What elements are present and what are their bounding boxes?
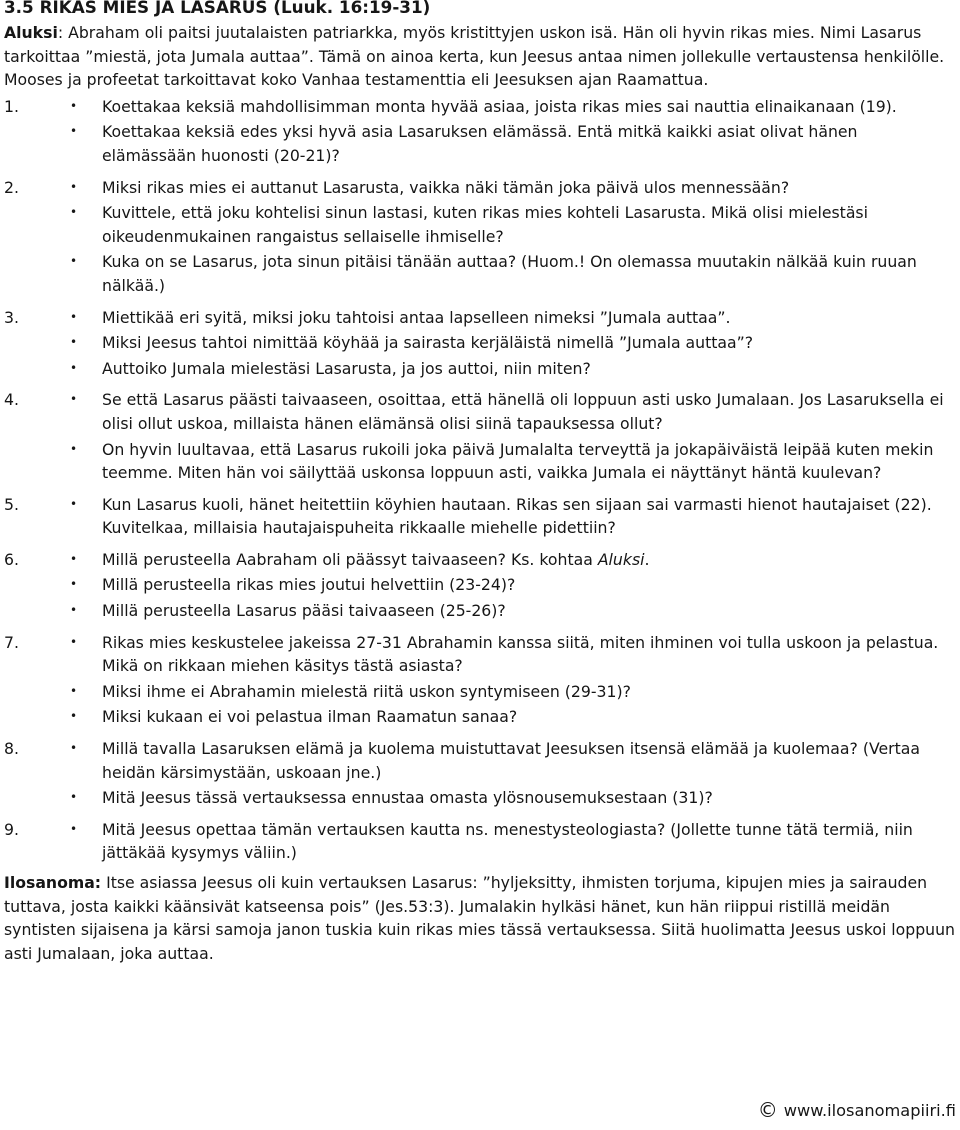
bullet-icon: • [70, 821, 78, 836]
bullet-icon: • [70, 205, 78, 220]
bullet-icon: • [70, 709, 78, 724]
question-text-span: Miksi ihme ei Abrahamin mielestä riitä uskon syntymiseen (29-31)? [102, 681, 631, 701]
question-text [102, 120, 956, 167]
question-item [4, 388, 956, 435]
question-text [102, 493, 956, 540]
question-text [102, 680, 956, 704]
question-text-span: Miettikää eri syitä, miksi joku tahtoisi antaa lapselleen nimeksi ”Jumala auttaa”. [102, 307, 731, 327]
question-text [102, 201, 956, 248]
question-item [4, 176, 956, 200]
question-text-span: Millä perusteella Aabraham oli päässyt taivaaseen? Ks. kohtaa [102, 549, 598, 569]
question-text-span: Kun Lasarus kuoli, hänet heitettiin köyhien hautaan. Rikas sen sijaan sai varmasti hienot hautajaiset (22). Kuvitelkaa, millaisia hautajaispuheita rikkaalle miehelle pidettiin? [102, 494, 932, 538]
bullet-icon: • [70, 124, 78, 139]
bullet-icon: • [70, 179, 78, 194]
question-text [102, 176, 956, 200]
question-item [4, 493, 956, 540]
question-text-span: Rikas mies keskustelee jakeissa 27-31 Abrahamin kanssa siitä, miten ihminen voi tulla uskoon ja pelastua. Mikä on rikkaan miehen käsitys tästä asiasta? [102, 632, 939, 676]
question-block [4, 631, 956, 729]
bullet-icon: • [70, 683, 78, 698]
question-block [4, 548, 956, 623]
bullet-icon: • [70, 551, 78, 566]
question-text-span: Millä tavalla Lasaruksen elämä ja kuolema muistuttavat Jeesuksen itsensä elämää ja kuolemaa? (Vertaa heidän kärsimystään, uskoaan jne.) [102, 739, 920, 782]
question-item [4, 548, 956, 572]
footer-site-link[interactable]: www.ilosanomapiiri.fi [783, 1101, 956, 1121]
question-number [4, 357, 56, 381]
question-number [4, 680, 56, 704]
bullet-icon: • [70, 254, 78, 269]
question-text-span: Koettakaa keksiä mahdollisimman monta hyvää asiaa, joista rikas mies sai nauttia elinaikanaan (19). [102, 96, 897, 116]
question-item [4, 573, 956, 597]
page-title: 3.5 RIKAS MIES JA LASARUS (Luuk. 16:19-31) [4, 0, 431, 17]
question-number [4, 705, 56, 729]
question-block [4, 176, 956, 298]
question-text-span: Mitä Jeesus tässä vertauksessa ennustaa omasta ylösnousemuksestaan (31)? [102, 788, 713, 808]
question-text [102, 786, 956, 810]
question-text [102, 250, 956, 297]
outro-label: Ilosanoma: [4, 873, 102, 892]
question-text [102, 438, 956, 485]
question-item [4, 331, 956, 355]
bullet-icon: • [70, 741, 78, 756]
bullet-icon: • [70, 98, 78, 113]
question-text-span: Miksi rikas mies ei auttanut Lasarusta, vaikka näki tämän joka päivä ulos mennessään? [102, 177, 790, 197]
question-number [4, 786, 56, 810]
question-number: 3. [4, 307, 19, 327]
question-text [102, 573, 956, 597]
question-number: 1. [4, 96, 19, 116]
question-list [4, 95, 956, 865]
question-number: 9. [4, 819, 19, 839]
question-text-span: Auttoiko Jumala mielestäsi Lasarusta, ja jos auttoi, niin miten? [102, 358, 591, 378]
intro-text: : Abraham oli paitsi juutalaisten patriarkka, myös kristittyjen uskon isä. Hän oli hyvin rikas mies. Nimi Lasarus tarkoittaa ”miestä, jota Jumala auttaa”. Tämä on ainoa kerta, kun Jeesus antaa nimen jollekulle vertaustensa henkilölle. Mooses ja profeetat tarkoittavat koko Vanhaa testamenttia eli Jeesuksen ajan Raamattua. [4, 23, 945, 90]
question-block [4, 388, 956, 484]
question-item [4, 818, 956, 865]
question-text-span: Kuka on se Lasarus, jota sinun pitäisi tänään auttaa? (Huom.! On olemassa muutakin nälkää kuin ruuan nälkää.) [102, 252, 917, 295]
question-text [102, 737, 956, 784]
question-number: 5. [4, 494, 19, 514]
question-number: 7. [4, 632, 19, 652]
question-number: 6. [4, 549, 19, 569]
question-text-span: Koettakaa keksiä edes yksi hyvä asia Lasaruksen elämässä. Entä mitkä kaikki asiat olivat hänen elämässään huonosti (20-21)? [102, 122, 858, 165]
question-text-span: Miksi Jeesus tahtoi nimittää köyhää ja sairasta kerjäläistä nimellä ”Jumala auttaa”? [102, 333, 754, 353]
bullet-icon: • [70, 360, 78, 375]
question-text-span: Mitä Jeesus opettaa tämän vertauksen kautta ns. menestysteologiasta? (Jollette tunne tätä termiä, niin jättäkää kysymys väliin.) [102, 819, 913, 863]
bullet-icon: • [70, 577, 78, 592]
bullet-icon: • [70, 603, 78, 618]
question-text [102, 818, 956, 865]
question-number [4, 599, 56, 623]
question-text [102, 631, 956, 678]
bullet-icon: • [70, 441, 78, 456]
bullet-icon: • [70, 392, 78, 407]
question-number: 8. [4, 739, 19, 759]
question-number [4, 438, 56, 485]
question-number: 4. [4, 390, 19, 410]
question-reference-end: . [644, 549, 650, 569]
question-text-span: On hyvin luultavaa, että Lasarus rukoili joka päivä Jumalalta terveyttä ja jokapäiväistä leipää kuten mekin teemme. Miten hän voi säilyttää uskonsa loppuun asti, vaikka Jumala ei näyttänyt häntä kuulevan? [102, 439, 934, 483]
intro-paragraph [4, 21, 956, 92]
footer [758, 1099, 956, 1123]
question-number [4, 573, 56, 597]
question-text-span: Se että Lasarus päästi taivaaseen, osoittaa, että hänellä oli loppuun asti usko Jumalaan. Jos Lasaruksella ei olisi ollut uskoa, millaista hänen elämänsä olisi siinä tapauksessa ollut? [102, 390, 944, 433]
question-text [102, 599, 956, 623]
question-text [102, 388, 956, 435]
outro-text: Itse asiassa Jeesus oli kuin vertauksen Lasarus: ”hyljeksitty, ihmisten torjuma, kipujen mies ja sairauden tuttava, josta kaikki käänsivät katseensa pois” (Jes.53:3). Jumalakin hylkäsi hänet, kun hän riippui ristillä meidän syntisten sijaisena ja kärsi samoja janon tuskia kuin rikas mies tässä vertauksessa. Siitä huolimatta Jeesus uskoi loppuun asti Jumalaan, joka auttaa. [4, 873, 955, 963]
question-text [102, 705, 956, 729]
question-number [4, 120, 56, 167]
question-text [102, 357, 956, 381]
question-text-span: Millä perusteella Lasarus pääsi taivaaseen (25-26)? [102, 601, 506, 621]
question-item [4, 737, 956, 784]
bullet-icon: • [70, 496, 78, 511]
question-text [102, 331, 956, 355]
question-number [4, 250, 56, 297]
question-block [4, 818, 956, 865]
question-item [4, 357, 956, 381]
question-item [4, 201, 956, 248]
question-item [4, 438, 956, 485]
bullet-icon: • [70, 309, 78, 324]
question-text [102, 548, 956, 572]
question-text-span: Millä perusteella rikas mies joutui helvettiin (23-24)? [102, 575, 516, 595]
question-text-span: Miksi kukaan ei voi pelastua ilman Raamatun sanaa? [102, 707, 518, 727]
bullet-icon: • [70, 790, 78, 805]
question-item [4, 95, 956, 119]
question-number: 2. [4, 177, 19, 197]
question-block [4, 737, 956, 810]
question-block [4, 95, 956, 168]
question-item [4, 631, 956, 678]
bullet-icon: • [70, 335, 78, 350]
question-item [4, 705, 956, 729]
question-block [4, 306, 956, 381]
question-item [4, 680, 956, 704]
question-text [102, 95, 956, 119]
intro-label: Aluksi [4, 23, 58, 42]
question-text-span: Kuvittele, että joku kohtelisi sinun lastasi, kuten rikas mies kohteli Lasarusta. Mikä olisi mielestäsi oikeudenmukainen rangaistus sellaiselle ihmiselle? [102, 203, 868, 246]
question-item [4, 599, 956, 623]
copyright-icon: © [757, 1098, 778, 1123]
outro-paragraph [4, 871, 956, 965]
question-number [4, 331, 56, 355]
question-number [4, 201, 56, 248]
question-reference: Aluksi [597, 549, 645, 569]
question-item [4, 786, 956, 810]
question-item [4, 250, 956, 297]
question-text [102, 306, 956, 330]
question-item [4, 306, 956, 330]
question-item [4, 120, 956, 167]
question-block [4, 493, 956, 540]
bullet-icon: • [70, 634, 78, 649]
